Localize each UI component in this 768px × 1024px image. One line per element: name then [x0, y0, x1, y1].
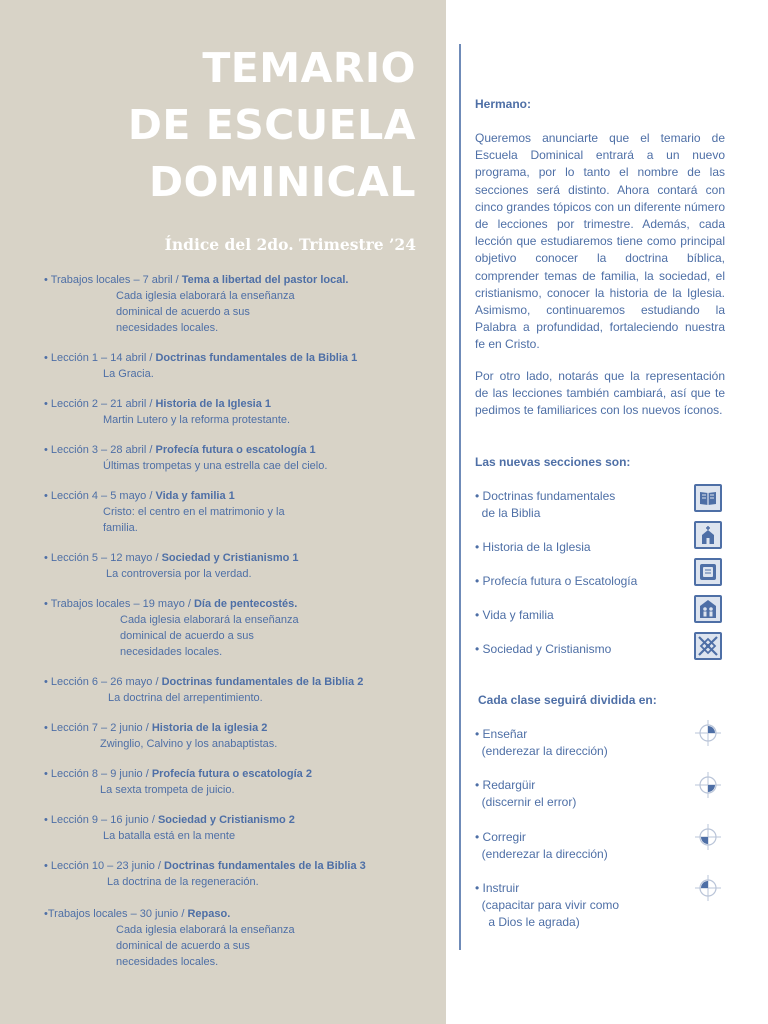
lesson-date: • Lección 1 – 14 abril / — [44, 352, 156, 364]
section-item — [475, 607, 725, 624]
scroll-icon — [694, 558, 722, 586]
class-label: • Instruir — [475, 881, 520, 895]
lesson-item — [44, 812, 434, 844]
society-icon — [694, 632, 722, 660]
lesson-item — [44, 350, 434, 382]
lesson-item — [44, 396, 434, 428]
section-item — [475, 539, 725, 556]
class-item — [475, 777, 725, 811]
section-label: • Sociedad y Cristianismo — [475, 642, 612, 656]
lesson-date: • Lección 8 – 9 junio / — [44, 768, 152, 780]
lesson-description: La batalla está en la mente — [103, 830, 236, 842]
lesson-item — [44, 488, 434, 536]
lesson-title — [44, 550, 434, 566]
compass-sw-icon — [693, 822, 723, 852]
lesson-description: La doctrina de la regeneración. — [107, 876, 259, 888]
class-label: a Dios le agrada) — [475, 915, 580, 930]
lesson-title — [44, 812, 434, 828]
lesson-title — [44, 596, 434, 612]
greeting: Hermano: — [475, 97, 532, 111]
lesson-description: Cada iglesia elaborará la enseñanza — [120, 614, 299, 626]
lesson-date: • Lección 7 – 2 junio / — [44, 722, 152, 734]
lesson-topic: Tema a libertad del pastor local. — [181, 274, 349, 286]
lesson-item — [44, 442, 434, 474]
lesson-description: necesidades locales. — [116, 956, 219, 968]
lesson-topic: Vida y familia 1 — [155, 490, 235, 502]
section-label: de la Biblia — [475, 506, 541, 521]
lesson-description: necesidades locales. — [120, 646, 223, 658]
lesson-date: • Lección 10 – 23 junio / — [44, 860, 165, 872]
lesson-topic: Doctrinas fundamentales de la Biblia 1 — [155, 352, 358, 364]
page-title — [128, 40, 416, 211]
section-item — [475, 573, 725, 590]
lesson-date: • Trabajos locales – 7 abril / — [44, 274, 182, 286]
lesson-date: •Trabajos locales – 30 junio / — [44, 908, 188, 920]
lesson-description: familia. — [103, 522, 138, 534]
class-label: (discernir el error) — [475, 795, 577, 810]
lesson-description: Cristo: el centro en el matrimonio y la — [103, 506, 285, 518]
lesson-item — [44, 858, 434, 890]
sections-heading: Las nuevas secciones son: — [475, 455, 631, 469]
lesson-date: • Lección 5 – 12 mayo / — [44, 552, 162, 564]
icons-paragraph: Por otro lado, notarás que la representación de las lecciones también cambiará, así que te pedimos te familiarices con los nuevos íconos. — [475, 369, 725, 418]
lesson-topic: Profecía futura o escatología 2 — [151, 768, 312, 780]
lesson-description: necesidades locales. — [116, 322, 219, 334]
lesson-description: Martin Lutero y la reforma protestante. — [103, 414, 291, 426]
lesson-description: La controversia por la verdad. — [106, 568, 252, 580]
class-label: • Redargüir — [475, 778, 536, 792]
lesson-description: dominical de acuerdo a sus — [116, 940, 250, 952]
lesson-description: La sexta trompeta de juicio. — [100, 784, 235, 796]
lesson-title — [44, 396, 434, 412]
lesson-item — [44, 906, 434, 970]
lesson-topic: Historia de la iglesia 2 — [151, 722, 268, 734]
class-item — [475, 829, 725, 863]
compass-nw-icon — [693, 873, 723, 903]
lesson-description: Zwinglio, Calvino y los anabaptistas. — [100, 738, 278, 750]
lesson-item — [44, 720, 434, 752]
class-item — [475, 880, 725, 932]
family-icon — [694, 595, 722, 623]
lesson-item — [44, 272, 434, 336]
section-label: • Doctrinas fundamentales — [475, 489, 616, 503]
lesson-description: Últimas trompetas y una estrella cae del cielo. — [103, 460, 328, 472]
lesson-title — [44, 272, 434, 288]
lesson-topic: Día de pentecostés. — [193, 598, 298, 610]
class-label: • Enseñar — [475, 727, 528, 741]
lesson-title — [44, 720, 434, 736]
section-item — [475, 641, 725, 658]
lesson-date: • Lección 3 – 28 abril / — [44, 444, 156, 456]
lesson-item — [44, 596, 434, 660]
section-label: • Historia de la Iglesia — [475, 540, 591, 554]
class-label: (enderezar la dirección) — [475, 744, 608, 759]
lesson-title — [44, 350, 434, 366]
classes-heading: Cada clase seguirá dividida en: — [478, 693, 657, 707]
lesson-topic: Doctrinas fundamentales de la Biblia 3 — [164, 860, 366, 872]
bible-icon — [694, 484, 722, 512]
lesson-description: dominical de acuerdo a sus — [120, 630, 254, 642]
lesson-title — [44, 442, 434, 458]
title-line-1: TEMARIO — [202, 44, 416, 92]
lesson-title — [44, 488, 434, 504]
section-label: • Vida y familia — [475, 608, 554, 622]
lesson-description: Cada iglesia elaborará la enseñanza — [116, 924, 295, 936]
class-item — [475, 726, 725, 760]
section-label: • Profecía futura o Escatología — [475, 574, 638, 588]
lesson-title — [44, 906, 434, 922]
lesson-date: • Trabajos locales – 19 mayo / — [44, 598, 194, 610]
lesson-description: La Gracia. — [103, 368, 154, 380]
section-item — [475, 488, 725, 522]
lesson-topic: Historia de la Iglesia 1 — [155, 398, 272, 410]
lesson-title — [44, 766, 434, 782]
class-label: (enderezar la dirección) — [475, 847, 608, 862]
lesson-date: • Lección 4 – 5 mayo / — [44, 490, 156, 502]
class-label: • Corregir — [475, 830, 526, 844]
lesson-title — [44, 674, 434, 690]
lesson-date: • Lección 6 – 26 mayo / — [44, 676, 162, 688]
lesson-topic: Sociedad y Cristianismo 1 — [161, 552, 299, 564]
lesson-topic: Profecía futura o escatología 1 — [155, 444, 316, 456]
lesson-title — [44, 858, 434, 874]
lesson-topic: Repaso. — [187, 908, 231, 920]
lesson-item — [44, 674, 434, 706]
title-line-2: DE ESCUELA — [127, 101, 416, 149]
church-icon — [694, 521, 722, 549]
lesson-topic: Sociedad y Cristianismo 2 — [157, 814, 295, 826]
lesson-item — [44, 550, 434, 582]
lesson-date: • Lección 2 – 21 abril / — [44, 398, 156, 410]
class-label: (capacitar para vivir como — [475, 898, 620, 913]
lesson-item — [44, 766, 434, 798]
lesson-topic: Doctrinas fundamentales de la Biblia 2 — [161, 676, 364, 688]
title-line-3: DOMINICAL — [149, 158, 416, 206]
intro-paragraph: Queremos anunciarte que el temario de Escuela Dominical entrará a un nuevo programa, por lo tanto el nombre de las secciones será distinto. Ahora contará con cinco grandes tópicos con un diferente número de lecciones por trimestre. Además, cada lección que estudiaremos tiene como principal objetivo conocer la doctrina bíblica, comprender temas de familia, la sociedad, el cristianismo, conocer la historia de la Iglesia. Asimismo, continuaremos estudiando la Palabra a profundidad, fortaleciendo nuestra fe en Cristo. — [475, 131, 725, 352]
lesson-description: Cada iglesia elaborará la enseñanza — [116, 290, 295, 302]
compass-ne-icon — [693, 718, 723, 748]
vertical-divider — [459, 44, 461, 950]
lesson-date: • Lección 9 – 16 junio / — [44, 814, 158, 826]
lesson-description: La doctrina del arrepentimiento. — [108, 692, 263, 704]
page-subtitle: Índice del 2do. Trimestre ’24 — [164, 235, 416, 254]
compass-se-icon — [693, 770, 723, 800]
lesson-description: dominical de acuerdo a sus — [116, 306, 250, 318]
